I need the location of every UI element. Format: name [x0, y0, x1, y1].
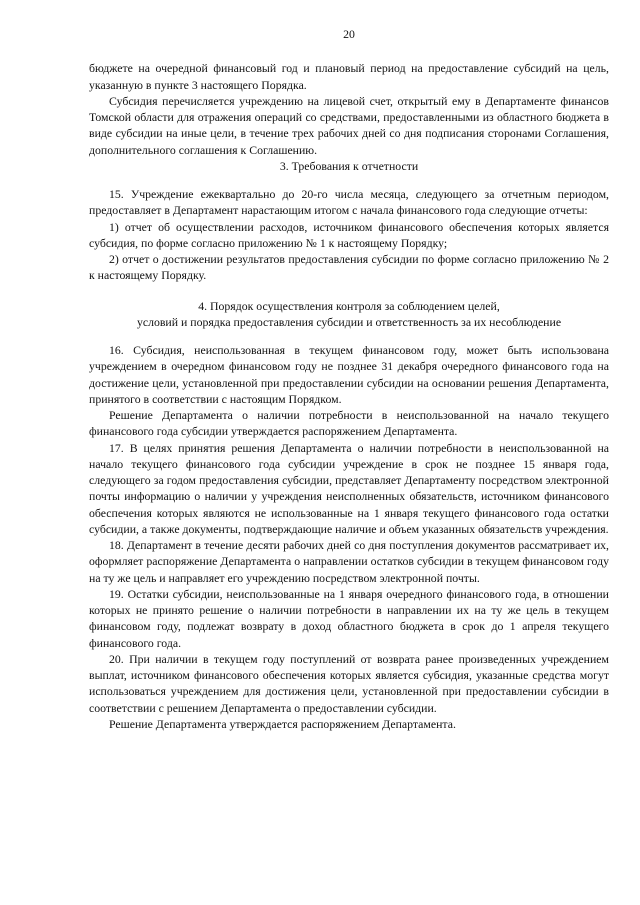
paragraph: 17. В целях принятия решения Департамента о наличии потребности в неиспользованной на начало текущего финансового года субсидии учреждение в срок не позднее 15 января года, следующего за годом предоставления субсидии, представляет Департаменту посредством электронной почты информацию о наличии у учреждения неисполненных обязательств, источником финансового обеспечения которых являются не использованные на 1 января текущего финансового года остатки субсидии, а также документы, подтверждающие наличие и объем указанных обязательств учреждения. — [89, 440, 609, 536]
paragraph: 1) отчет об осуществлении расходов, источником финансового обеспечения которых является субсидия, по форме согласно приложению № 1 к настоящему Порядку; — [89, 219, 609, 250]
paragraph: 19. Остатки субсидии, неиспользованные на 1 января очередного финансового года, в отношении которых не принято решение о наличии потребности в направлении их на ту же цель в текущем финансовом году, подлежат возврату в доход областного бюджета в срок до 1 апреля текущего финансового года. — [89, 586, 609, 650]
paragraph: бюджете на очередной финансовый год и плановый период на предоставление субсидий на цель, указанную в пункте 3 настоящего Порядка. — [89, 61, 609, 92]
section-heading: 3. Требования к отчетности — [279, 158, 419, 173]
paragraph: 2) отчет о достижении результатов предоставления субсидии по форме согласно приложению № 2 к настоящему Порядку. — [89, 252, 609, 283]
paragraph: Субсидия перечисляется учреждению на лицевой счет, открытый ему в Департаменте финансов Томской области для отражения операций со средствами, предоставленными из областного бюджета в виде субсидии на иные цели, в течение трех рабочих дней со дня подписания сторонами Соглашения, дополнительного соглашения к Соглашению. — [89, 93, 609, 157]
spacer — [89, 330, 609, 342]
paragraph: 16. Субсидия, неиспользованная в текущем финансовом году, может быть использована учреждением в очередном финансовом году не позднее 31 декабря очередного финансового года на достижение цели, установленной при предоставлении субсидии на основании решения Департамента, принятого в соответствии с настоящим Порядком. — [89, 343, 609, 406]
document-body — [89, 60, 609, 732]
spacer — [89, 284, 609, 298]
section-heading: 4. Порядок осуществления контроля за соблюдением целей, — [198, 298, 500, 313]
section-heading: условий и порядка предоставления субсидии и ответственность за их несоблюдение — [136, 314, 562, 329]
paragraph: 15. Учреждение ежеквартально до 20-го числа месяца, следующего за отчетным периодом, предоставляет в Департамент нарастающим итогом с начала финансового года следующие отчеты: — [89, 187, 609, 218]
paragraph: 20. При наличии в текущем году поступлений от возврата ранее произведенных учреждением выплат, источником финансового обеспечения которых является субсидия, указанные средства могут использоваться учреждением для достижения цели, установленной при предоставлении субсидии в соответствии с решением Департамента о предоставлении субсидии. — [89, 651, 609, 715]
paragraph: Решение Департамента о наличии потребности в неиспользованной на начало текущего финансового года субсидии утверждается распоряжением Департамента. — [89, 408, 609, 439]
page-number: 20 — [343, 27, 355, 41]
paragraph: 18. Департамент в течение десяти рабочих дней со дня поступления документов рассматривает их, оформляет распоряжение Департамента о направлении остатков субсидии в текущем финансовом году на ту же цель и направляет его учреждению посредством электронной почты. — [89, 538, 609, 585]
spacer — [89, 174, 609, 186]
paragraph: Решение Департамента утверждается распоряжением Департамента. — [109, 716, 456, 731]
